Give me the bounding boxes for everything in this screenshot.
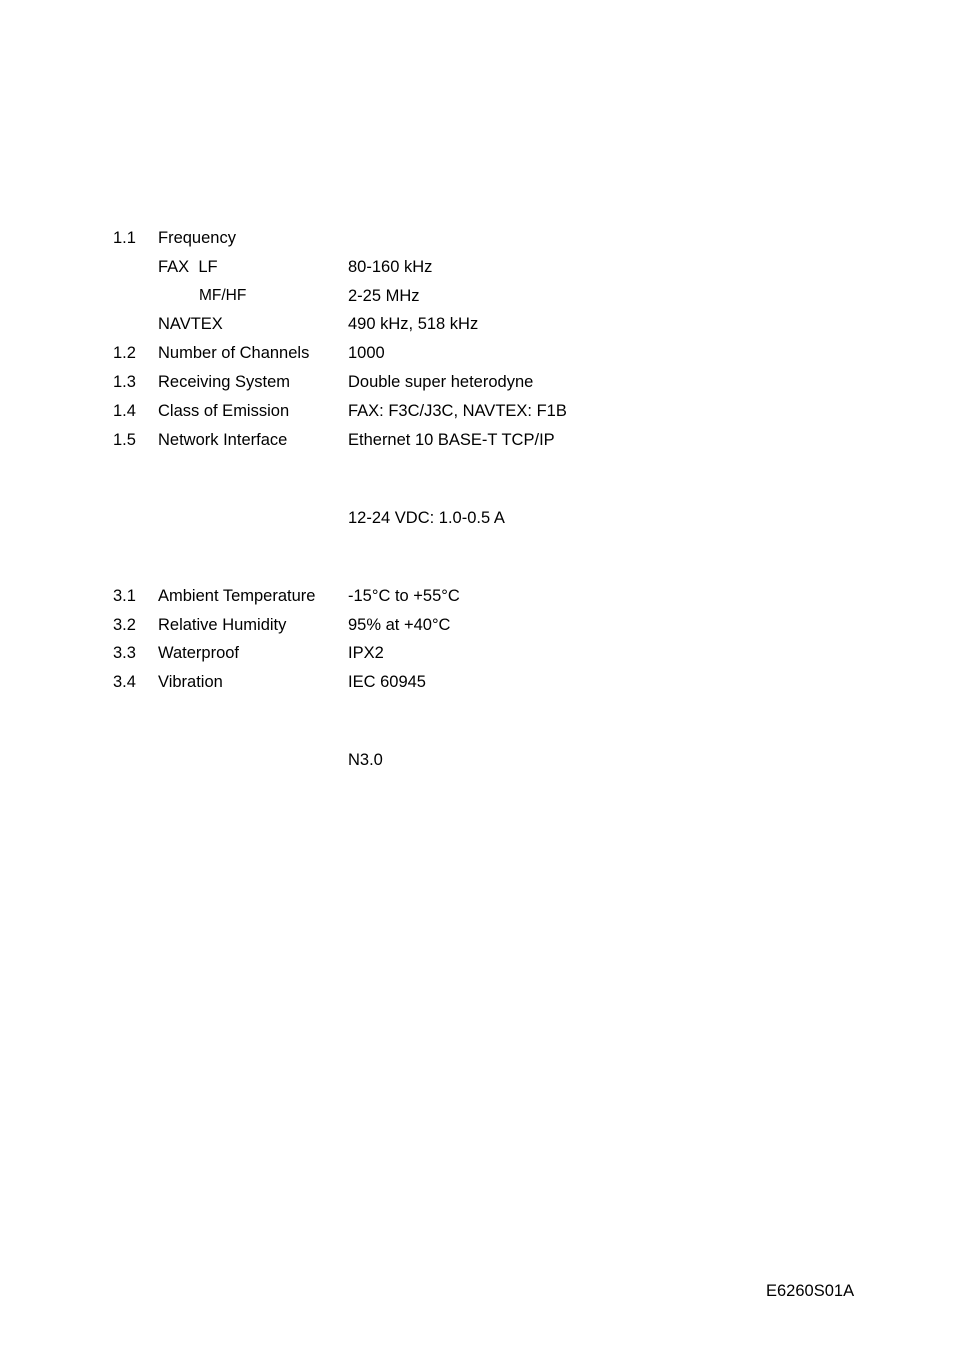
item-number: 3.3 (113, 644, 136, 662)
item-label: Relative Humidity (158, 616, 287, 634)
spec-row-channels (0, 341, 954, 365)
item-number: 1.3 (113, 373, 136, 391)
item-label: Network Interface (158, 431, 288, 449)
item-value: 2-25 MHz (348, 287, 420, 305)
item-label: MF/HF (199, 287, 247, 304)
item-label: Frequency (158, 229, 236, 247)
item-number: 1.2 (113, 344, 136, 362)
document-code: E6260S01A (766, 1282, 855, 1300)
spec-row-power-supply (0, 506, 954, 530)
item-value: IEC 60945 (348, 673, 426, 691)
spec-row-frequency (0, 226, 954, 250)
item-number: 1.4 (113, 402, 136, 420)
spec-row-emission (0, 399, 954, 423)
item-label: NAVTEX (158, 315, 223, 333)
item-label: Class of Emission (158, 402, 290, 420)
spec-row-navtex (0, 312, 954, 336)
item-value: N3.0 (348, 751, 383, 769)
item-number: 3.4 (113, 673, 136, 691)
item-value: Ethernet 10 BASE-T TCP/IP (348, 431, 555, 449)
item-label: FAX LF (158, 258, 218, 276)
item-value: 490 kHz, 518 kHz (348, 315, 479, 333)
item-value: 80-160 kHz (348, 258, 433, 276)
item-value: 1000 (348, 344, 385, 362)
item-number: 3.1 (113, 587, 136, 605)
item-label: Receiving System (158, 373, 291, 391)
item-value: -15°C to +55°C (348, 587, 460, 605)
item-value: IPX2 (348, 644, 384, 662)
spec-row-ambient-temperature (0, 584, 954, 608)
item-value: Double super heterodyne (348, 373, 534, 391)
spec-row-receiving-system (0, 370, 954, 394)
spec-row-unit-color (0, 748, 954, 772)
item-value: 95% at +40°C (348, 616, 451, 634)
spec-row-network (0, 428, 954, 452)
spec-row-fax-lf (0, 255, 954, 279)
spec-row-humidity (0, 613, 954, 637)
spec-row-waterproof (0, 641, 954, 665)
item-label: Number of Channels (158, 344, 310, 362)
spec-row-vibration (0, 670, 954, 694)
item-value: FAX: F3C/J3C, NAVTEX: F1B (348, 402, 567, 420)
item-label: Waterproof (158, 644, 240, 662)
spec-row-fax-mfhf (0, 284, 954, 308)
item-value: 12-24 VDC: 1.0-0.5 A (348, 509, 505, 527)
item-label: Ambient Temperature (158, 587, 316, 605)
item-number: 3.2 (113, 616, 136, 634)
item-number: 1.5 (113, 431, 136, 449)
item-label: Vibration (158, 673, 223, 691)
item-number: 1.1 (113, 229, 136, 247)
